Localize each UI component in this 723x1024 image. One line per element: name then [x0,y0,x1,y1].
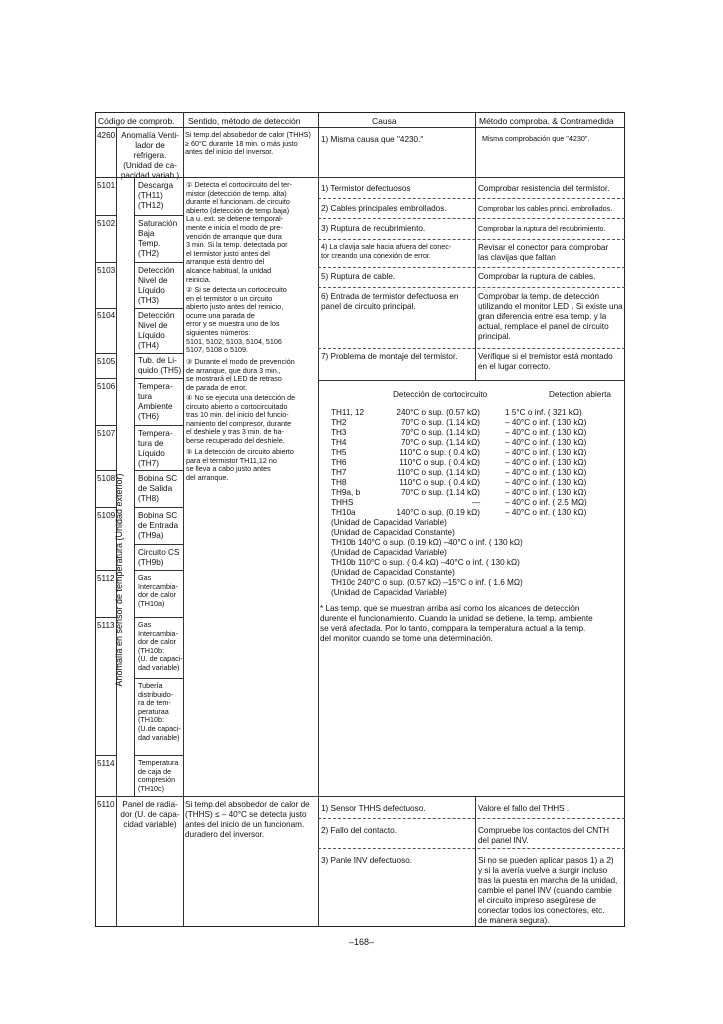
range-row-short: 70°C o sup. (1.14 kΩ) [400,418,480,427]
method-7: Verifique si el tremistor está montado en el lugar correcto. [478,352,613,371]
code-5114: 5114 [97,759,115,768]
method-5110-1: Valore el fallo del THHS . [478,804,570,813]
code-4260: 4260 [97,131,116,140]
cause-2: 2) Cables principales embrollados. [321,204,447,213]
range-row-short: 110°C o sup. ( 0.4 kΩ) [399,458,480,467]
cause-4260: 1) Misma causa que "4230." [321,135,424,144]
detection-step-5: ⑤ La detección de circuito abierto para el termistor TH11,12 no se lleva a cabo justo antes del arranque. [186,447,294,482]
method-5: Comprobar la ruptura de cables. [478,272,596,281]
range-row-name: TH7 [331,468,347,477]
name-th9b: Circuito CS (TH9b) [138,548,180,567]
name-5114: Temperatura de caja de compresión (TH10c) [138,758,179,793]
name-5110: Panel de radia- dor (U. de capa- cidad variable) [120,800,180,829]
name-5106: Tempera- tura Ambiente (TH6) [138,382,173,421]
code-5104: 5104 [97,311,116,320]
method-3: Comprobar la ruptura del recubrimiento. [478,224,606,233]
range-row-short: 110°C o sup. (1.14 kΩ) [397,468,480,477]
row-sensors-bottom-line [95,796,625,797]
range-row-open: – 40°C o inf. ( 130 kΩ) [505,418,587,427]
method-2: Comprobar los cables princi. embrollados. [478,204,613,213]
cause-5: 5) Ruptura de cable. [321,272,396,281]
code-5106: 5106 [97,382,116,391]
range-row-open: – 40°C o inf. ( 2.5 MΩ) [505,498,587,507]
range-row-open: – 40°C o inf. ( 130 kΩ) [505,478,587,487]
cause-7: 7) Problema de montaje del termistor. [321,352,458,361]
group-label-col [134,177,135,796]
name-5108: Bobina SC de Salida (TH8) [138,474,178,503]
code-5112: 5112 [97,574,115,583]
cause-5110-2: 2) Fallo del contacto. [321,826,398,835]
detection-step-3: ③ Durante el modo de prevención de arranque, que dura 3 min., se mostrará el LED de retraso de parada de error. [186,357,295,392]
range-row-short: 70°C o sup. (1.14 kΩ) [400,428,480,437]
name-5101: Descarga (TH11) (TH12) [138,181,174,210]
detection-5110: Si temp.del absobedor de calor de (THHS) ≤ – 40°C se detecta justo antes del inicio de un funcionam. duradero del inversor. [185,800,310,839]
cause-1: 1) Termistor defectuosos [321,184,411,193]
range-row-name: TH9a, b [331,488,361,497]
range-row-name: TH4 [331,438,347,447]
range-row-name: TH5 [331,448,347,457]
code-5108: 5108 [97,474,116,483]
range-row-name: TH3 [331,428,347,437]
code-subcol-5110 [116,796,117,927]
name-4260: Anomalía Venti- lador de refrigera. (Unidad de ca- pacidad variab.) [120,131,180,180]
code-5109: 5109 [97,511,116,520]
code-5102: 5102 [97,219,116,228]
range-row-short: — [471,498,480,507]
range-table-tail: (Unidad de Capacidad Variable) (Unidad de Capacidad Constante) TH10b 140°C o sup. (0.19 kΩ) –40°C o inf. ( 130 kΩ) (Unidad de Capacidad Variable) TH10b 110°C o sup. ( 0.4 kΩ) –40°C o inf. ( 130 kΩ) (Unidad de Capacidad Constante) TH10c 240°C o sup. (0.57 kΩ) –15°C o inf. ( 1.6 MΩ) (Unidad de Capacidad Variable) [331,518,523,597]
cause-list-bottom-line [318,380,625,381]
range-row-short: 110°C o sup. ( 0.4 kΩ) [399,448,480,457]
range-row-short: 70°C o sup. (1.14 kΩ) [400,488,480,497]
col-divider-cause-4260 [475,127,476,177]
method-5110-2: Compruebe los contactos del CNTH del panel INV. [478,826,610,845]
range-row-open: 1 5°C o inf. ( 321 kΩ) [505,408,582,417]
range-row-open: – 40°C o inf. ( 130 kΩ) [505,428,587,437]
range-row-short: 140°C o sup. (0.19 kΩ) [396,508,480,517]
range-row-name: TH11, 12 [331,408,365,417]
range-row-open: – 40°C o inf. ( 130 kΩ) [505,488,587,497]
range-row-open: – 40°C o inf. ( 130 kΩ) [505,448,587,457]
cause-6: 6) Entrada de termistor defectuosa en panel de circuito principal. [321,292,459,311]
range-row-open: – 40°C o inf. ( 130 kΩ) [505,458,587,467]
code-subcol-4260 [116,127,117,177]
name-5103: Detección Nivel de Líquido (TH3) [138,266,175,305]
code-5105: 5105 [97,357,116,366]
range-row-name: TH2 [331,418,347,427]
range-row-name: TH8 [331,478,347,487]
range-short-header: Detección de cortocircuito [393,390,488,399]
name-5112: Gas Intercambia- dor de calor (TH10a) [138,573,178,608]
name-5113: Gas Intercambia- dor de calor (TH10b: (U. de capaci- dad variable) [138,620,183,672]
detection-step-1: ① Detecta el cortocircuito del ter- mistor (detección de temp. alta) durante el funcionam. de circuito abierto (detección de temp.baja) La u. ext. se detiene temporal- mente e inicia el modo de pre- vención de arranque que dura 3 min. Si la temp. detectada por el termistor justo antes del arranque está dentro del alcance habitual, la unidad reinicia. [186,180,292,284]
header-cause: Causa [372,116,397,126]
header-code: Código de comprob. [98,116,175,126]
detection-4260: Si temp.del absobedor de calor (THHS) ≥ 60°C durante 18 min. o más justo antes del inicio del inversor. [185,130,311,157]
col-divider-code [183,112,184,927]
method-6: Comprobar la temp. de detección utilizando el monitor LED . Si existe una gran diferencia entre esa temp. y la actual, remplace el panel de circuito principal. [478,292,623,341]
cause-4: 4) La clavija sale hacia afuera del conec- tor creando una conexión de error. [321,242,452,260]
detection-step-2: ② Si se detecta un cortocircuito en el termistor o un circuito abierto justo antes del reinicio, ocurre una parada de error y se muestra uno de los siguientes números: 5101, 5102, 5103, 5104, 5106 5107, 5108 o 5109. [186,285,287,355]
header-method: Método comproba. & Contramedida [479,116,614,126]
range-row-open: – 40°C o inf. ( 130 kΩ) [505,508,587,517]
method-5110-3: Si no se pueden aplicar pasos 1) a 2) y si la avería vuelve a surgir incluso tras la puesta en marcha de la unidad, cambie el panel INV (cuando cambie el circuito impreso asegúrese de conectar todos los conectores, etc. de manera segura). [478,856,618,925]
code-5107: 5107 [97,429,116,438]
detection-step-4: ④ No se ejecuta una detección de circuito abierto o cortocircuitado tras 10 min. del inicio del funcio- namiento del compresor, durante el deshiele y tras 3 min. de ha- berse recuperado del deshiele. [186,393,296,445]
header-detection: Sentido, método de detección [188,116,301,126]
page-number: –168– [348,937,375,947]
name-5104: Detección Nivel de Líquido (TH4) [138,311,175,350]
code-5113: 5113 [97,621,115,630]
cause-5110-3: 3) Panle INV defectuoso. [321,856,413,865]
col-divider-cause-bottom [475,796,476,927]
method-4260: Misma comprobación que "4230". [482,134,590,143]
cause-5110-1: 1) Sensor THHS defectuoso. [321,804,426,813]
method-4: Revisar el conector para comprobar las clavijas que faltan [478,243,609,262]
code-5101: 5101 [97,181,116,190]
name-5105: Tub. de Li- quido (TH5) [138,356,182,375]
range-row-name: THHS [331,498,354,507]
name-distribution-pipe: Tubería distribuido- ra de tem- peraturaa (TH10b: (U.de capaci- dad variable) [138,681,181,742]
code-5103: 5103 [97,266,116,275]
name-5102: Saturación Baja Temp. (TH2) [138,219,178,258]
range-row-name: TH10a [331,508,356,517]
name-5107: Tempera- tura de Líquido (TH7) [138,429,173,468]
range-row-short: 240°C o sup. (0.57 kΩ) [396,408,480,417]
range-open-header: Detection abierta [549,390,611,399]
name-5109: Bobina SC de Entrada (TH9a) [138,511,179,540]
range-row-short: 110°C o sup. ( 0.4 kΩ) [399,478,480,487]
range-row-open: – 40°C o inf. ( 130 kΩ) [505,468,587,477]
range-row-open: – 40°C o inf. ( 130 kΩ) [505,438,587,447]
range-row-name: TH6 [331,458,347,467]
cause-3: 3) Ruptura de recubrimiento. [321,224,426,233]
range-note: * Las temp. que se muestran arriba así como los alcances de detección durente el funcionamiento. Cuando la unidad se detiene, la temp. ambiente se verá afectada. Por lo tanto, comppara la temperatura actual a la temp. del monitor cuando se tome una determinación. [320,604,593,643]
range-row-short: 70°C o sup. (1.14 kΩ) [400,438,480,447]
sensor-group-label: Anomalía en sensor de temperatura (Unidad exterior) [114,473,124,687]
code-5110: 5110 [97,800,115,809]
header-bottom-line [95,127,625,128]
method-1: Comprobar resistencia del termistor. [478,184,610,193]
